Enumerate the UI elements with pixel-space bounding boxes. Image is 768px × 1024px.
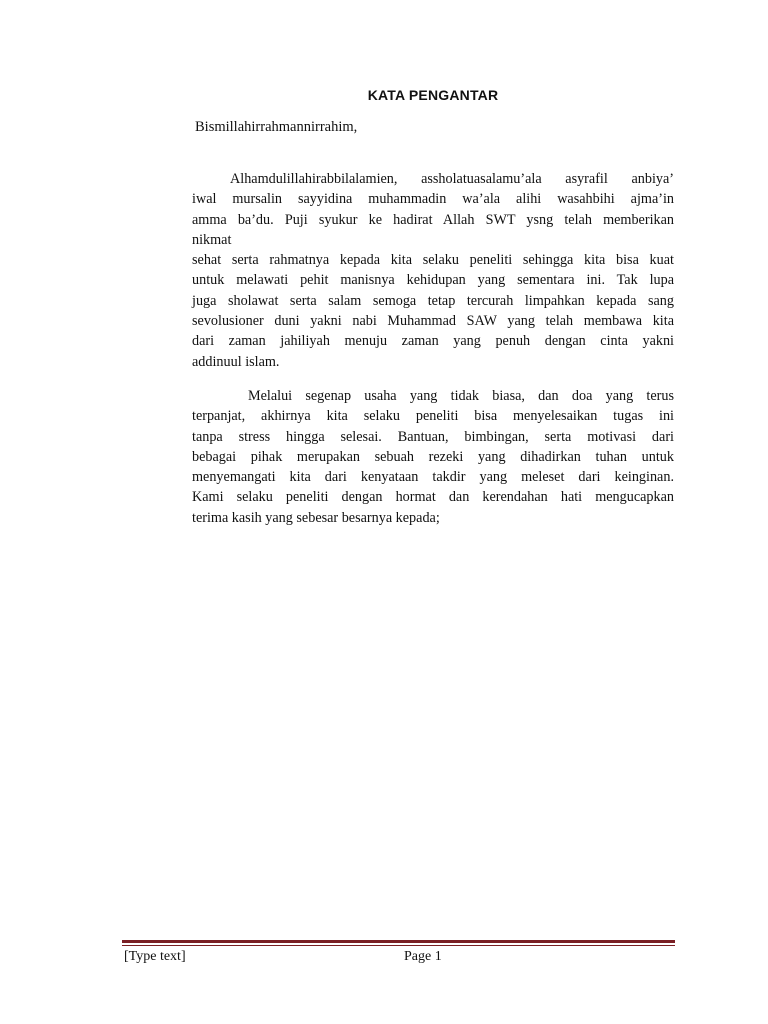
- paragraph-line: untuk melawati pehit manisnya kehidupan yang sementara ini. Tak lupa: [192, 272, 674, 289]
- document-title: KATA PENGANTAR: [367, 87, 499, 103]
- footer-divider: [122, 940, 675, 946]
- paragraph-line: Alhamdulillahirabbilalamien, assholatuasalamu’ala asyrafil anbiya’: [230, 171, 674, 187]
- paragraph-line: menyemangati kita dari kenyataan takdir yang meleset dari keinginan.: [192, 469, 674, 486]
- paragraph-line: juga sholawat serta salam semoga tetap tercurah limpahkan kepada sang: [192, 292, 674, 309]
- paragraph-line: terima kasih yang sebesar besarnya kepada;: [192, 509, 440, 526]
- footer-rule-thin: [122, 945, 675, 946]
- paragraph-line: Melalui segenap usaha yang tidak biasa, dan doa yang terus: [248, 388, 674, 404]
- paragraph-1: [192, 169, 674, 372]
- paragraph-line: amma ba’du. Puji syukur ke hadirat Allah SWT ysng telah memberikan: [192, 211, 674, 228]
- paragraph-line: bebagai pihak merupakan sebuah rezeki yang dihadirkan tuhan untuk: [192, 448, 674, 465]
- paragraph-line: terpanjat, akhirnya kita selaku peneliti bisa menyelesaikan tugas ini: [192, 408, 674, 425]
- salutation-text: Bismillahirrahmannirrahim,: [195, 119, 358, 135]
- paragraph-line: sehat serta rahmatnya kepada kita selaku peneliti sehingga kita bisa kuat: [192, 252, 674, 269]
- paragraph-line: addinuul islam.: [192, 353, 280, 370]
- paragraph-line: iwal mursalin sayyidina muhammadin wa’ala alihi wasahbihi ajma’in: [192, 191, 674, 208]
- paragraph-line: Kami selaku peneliti dengan hormat dan kerendahan hati mengucapkan: [192, 489, 674, 506]
- footer-placeholder-text[interactable]: [Type text]: [124, 949, 186, 964]
- paragraph-line: tanpa stress hingga selesai. Bantuan, bimbingan, serta motivasi dari: [192, 428, 674, 445]
- page-number: Page 1: [404, 949, 442, 964]
- paragraph-line: sevolusioner duni yakni nabi Muhammad SAW yang telah membawa kita: [192, 313, 674, 330]
- paragraph-2: [192, 386, 674, 528]
- paragraph-line: nikmat: [192, 231, 232, 248]
- paragraph-line: dari zaman jahiliyah menuju zaman yang penuh dengan cinta yakni: [192, 333, 674, 350]
